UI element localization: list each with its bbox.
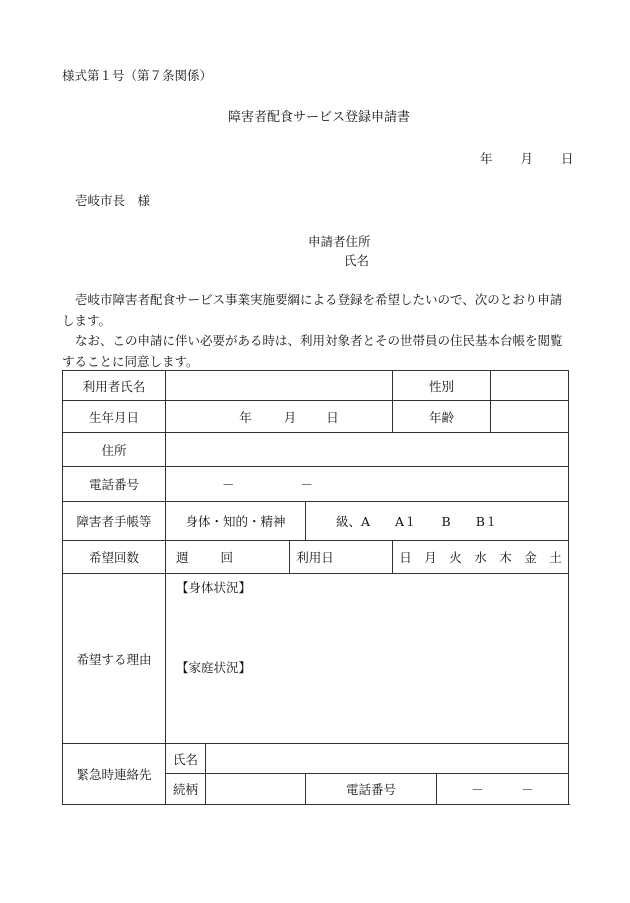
weekdays[interactable]: 日 月 火 水 木 金 土 xyxy=(393,541,569,574)
relationship-value[interactable] xyxy=(206,774,306,805)
gender-label: 性別 xyxy=(393,371,491,401)
form-number: 様式第１号（第７条関係） xyxy=(62,68,213,83)
user-name-value[interactable] xyxy=(166,371,393,401)
row-address xyxy=(63,433,569,467)
handbook-types[interactable]: 身体・知的・精神 xyxy=(166,502,306,541)
relationship-label: 続柄 xyxy=(166,774,206,805)
emergency-phone-label: 電話番号 xyxy=(306,774,437,805)
physical-condition-label: 【身体状況】 xyxy=(176,580,252,595)
phone-value[interactable] xyxy=(166,467,569,502)
gender-value[interactable] xyxy=(491,371,569,401)
form-title: 障害者配食サービス登録申請書 xyxy=(228,110,411,125)
handbook-label: 障害者手帳等 xyxy=(63,502,166,541)
use-day-label: 利用日 xyxy=(296,550,334,565)
frequency-label: 希望回数 xyxy=(63,541,166,574)
phone-sep-1: － xyxy=(222,477,235,492)
addressee: 壱岐市長 様 xyxy=(75,193,151,208)
address-label: 住所 xyxy=(63,433,166,467)
age-value[interactable] xyxy=(491,401,569,433)
body-paragraph-2: なお、この申請に伴い必要がある時は、利用対象者とその世帯員の住民基本台帳を閲覧することに同意します。 xyxy=(62,333,563,369)
birth-day: 日 xyxy=(326,409,339,425)
emergency-name-value[interactable] xyxy=(206,744,569,774)
row-emergency-name xyxy=(63,744,569,774)
handbook-grade[interactable]: 級、A A１ B B１ xyxy=(306,502,569,541)
birthdate-value[interactable] xyxy=(166,401,393,433)
birth-year: 年 xyxy=(239,409,252,425)
row-phone xyxy=(63,467,569,502)
birthdate-label: 生年月日 xyxy=(63,401,166,433)
date-month: 月 xyxy=(520,151,534,166)
row-birthdate xyxy=(63,401,569,433)
row-handbook xyxy=(63,502,569,541)
birth-month: 月 xyxy=(283,409,297,425)
emergency-phone-value[interactable]: － － xyxy=(437,774,569,805)
reason-value[interactable] xyxy=(166,574,569,744)
age-label: 年齢 xyxy=(393,401,491,433)
address-value[interactable] xyxy=(166,433,569,467)
week-label: 週 xyxy=(176,550,189,565)
date-day: 日 xyxy=(561,151,574,166)
family-condition-label: 【家庭状況】 xyxy=(176,660,252,675)
date-line xyxy=(480,149,574,167)
phone-label: 電話番号 xyxy=(63,467,166,502)
row-frequency xyxy=(63,541,569,574)
application-table xyxy=(62,370,569,805)
row-reason xyxy=(63,574,569,744)
body-paragraph-1: 壱岐市障害者配食サービス事業実施要綱による登録を希望したいので、次のとおり申請します。 xyxy=(62,292,563,328)
applicant-name-label: 氏名 xyxy=(344,253,370,268)
emergency-name-label: 氏名 xyxy=(166,744,206,774)
applicant-address-label: 申請者住所 xyxy=(308,234,371,249)
phone-sep-2: － xyxy=(300,477,314,492)
times-label: 回 xyxy=(220,550,234,565)
row-user-name xyxy=(63,371,569,401)
date-year: 年 xyxy=(480,151,493,166)
emergency-label: 緊急時連絡先 xyxy=(63,744,166,805)
use-day-cell xyxy=(290,541,393,574)
frequency-value[interactable] xyxy=(166,541,290,574)
reason-label: 希望する理由 xyxy=(63,574,166,744)
user-name-label: 利用者氏名 xyxy=(63,371,166,401)
